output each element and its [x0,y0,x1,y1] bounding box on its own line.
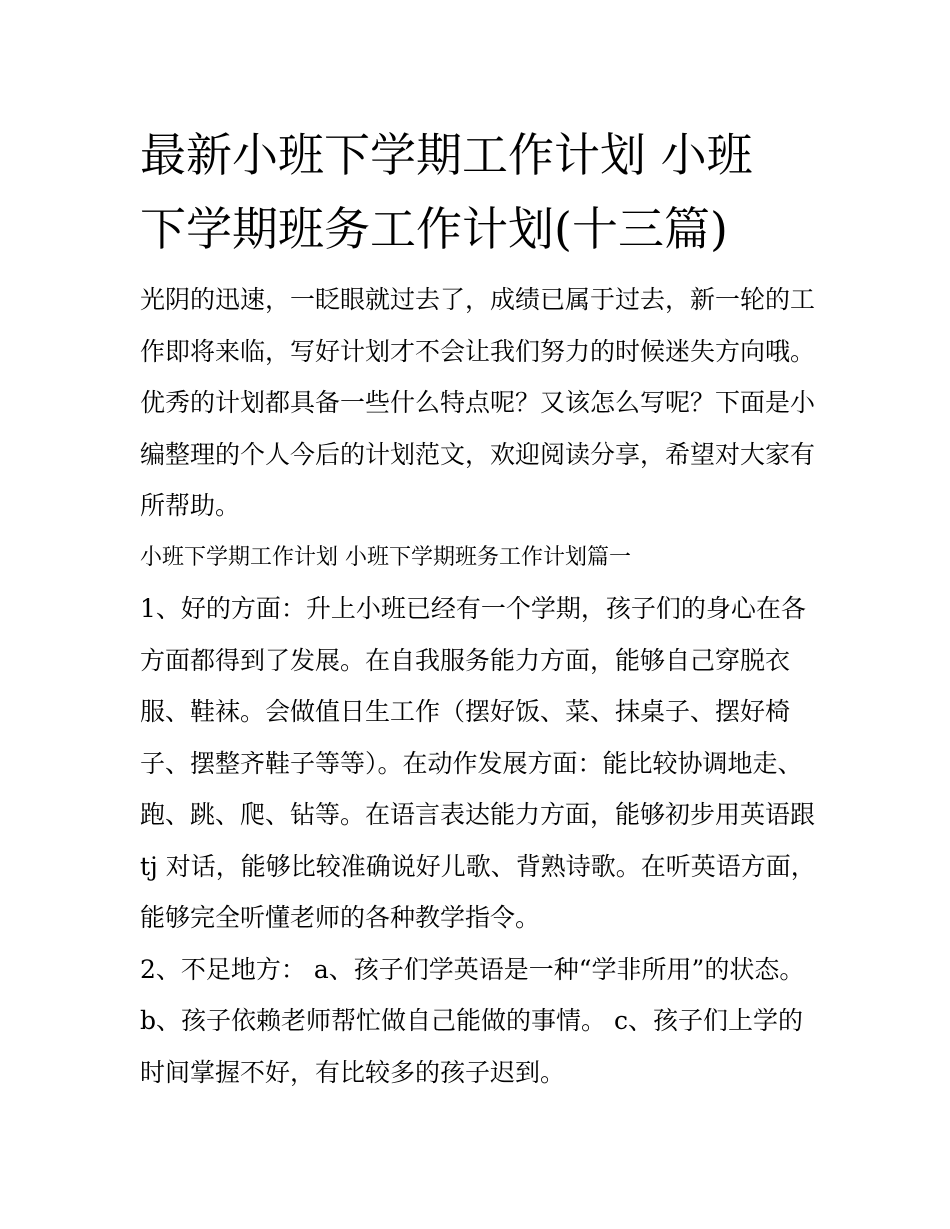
item-1-line: 能够完全听懂老师的各种教学指令。 [140,903,541,932]
title-line: 最新小班下学期工作计划 小班 [140,128,753,182]
intro-line: 所帮助。 [140,491,241,520]
intro-line: 编整理的个人今后的计划范文，欢迎阅读分享，希望对大家有 [140,439,816,469]
intro-line: 光阴的迅速，一眨眼就过去了，成绩已属于过去，新一轮的工 [140,285,816,314]
item-2-line: b、孩子依赖老师帮忙做自己能做的事情。 c、孩子们上学的 [140,1006,803,1035]
item-1-line: 子、摆整齐鞋子等等）。在动作发展方面：能比较协调地走、 [140,748,803,778]
item-1-paragraph [140,583,820,944]
intro-line: 优秀的计划都具备一些什么特点呢？又该怎么写呢？下面是小 [140,388,816,417]
item-1-line: 1、好的方面：升上小班已经有一个学期，孩子们的身心在各 [140,594,806,623]
item-1-line: tj 对话，能够比较准确说好儿歌、背熟诗歌。在听英语方面， [140,851,816,881]
title-line: 下学期班务工作计划(十三篇) [140,202,728,256]
item-1-line: 方面都得到了发展。在自我服务能力方面，能够自己穿脱衣 [140,645,791,675]
item-2-line: 时间掌握不好，有比较多的孩子迟到。 [140,1057,566,1087]
item-1-line: 服、鞋袜。会做值日生工作（摆好饭、菜、抹桌子、摆好椅 [140,697,791,726]
document-body [140,118,820,1098]
item-2-paragraph [140,944,820,1099]
item-2-line: 2、不足地方： a、孩子们学英语是一种“学非所用”的状态。 [140,954,805,984]
item-1-line: 跑、跳、爬、钻等。在语言表达能力方面，能够初步用英语跟 [140,800,816,829]
section-heading: 小班下学期工作计划 小班下学期班务工作计划篇一 [140,544,631,570]
document-title [140,118,820,266]
intro-line: 作即将来临，写好计划才不会让我们努力的时候迷失方向哦。 [140,336,816,366]
intro-paragraph [140,274,820,532]
